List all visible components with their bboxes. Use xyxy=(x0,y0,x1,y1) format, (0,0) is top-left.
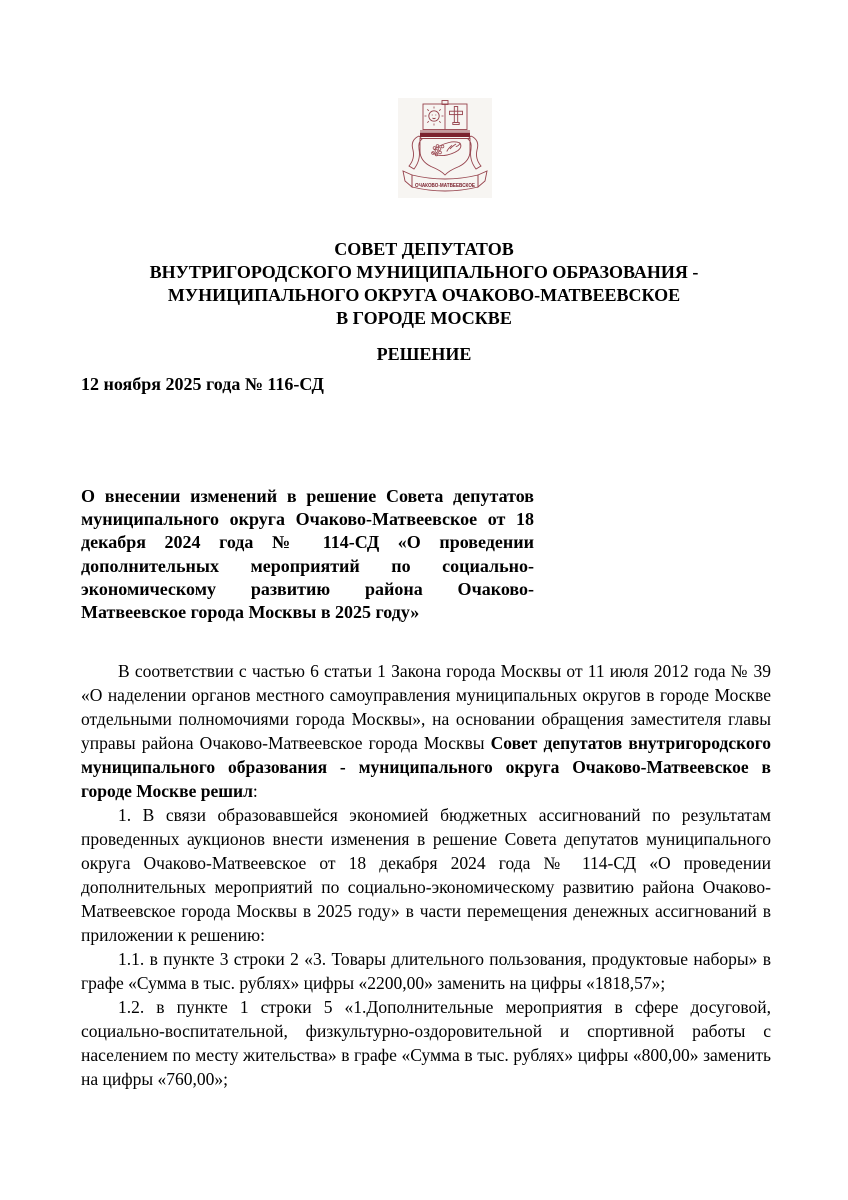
org-name-line-3: МУНИЦИПАЛЬНОГО ОКРУГА ОЧАКОВО-МАТВЕЕВСКОЕ xyxy=(167,285,681,305)
preamble-resolution-clause: Совет депутатов внутригородского муниципального образования - муниципального округа Очаково-Матвеевское в городе Москве решил xyxy=(81,733,771,801)
preamble-colon: : xyxy=(252,781,258,801)
decision-item-1-2: 1.2. в пункте 1 строки 5 «1.Дополнительные мероприятия в сфере досуговой, социально-воспитательной, физкультурно-оздоровительной и спортивной работы с населением по месту жительства» в графе «Сумма в тыс. рублях» цифры «800,00» заменить на цифры «760,00»; xyxy=(81,997,771,1089)
org-name-line-4: В ГОРОДЕ МОСКВЕ xyxy=(336,308,512,328)
decision-item-1: 1. В связи образовавшейся экономией бюджетных ассигнований по результатам проведенных аукционов внести изменения в решение Совета депутатов муниципального округа Очаково-Матвеевское от 18 декабря 2024 года № 114-СД «О проведении дополнительных мероприятий по социально-экономическому развитию района Очаково-Матвеевское города Москвы в 2025 году» в части перемещения денежных ассигнований в приложении к решению: xyxy=(81,805,771,945)
doc-title: О внесении изменений в решение Совета депутатов муниципального округа Очаково-Матвеевское от 18 декабря 2024 года № 114-СД «О проведении дополнительных мероприятий по социально-экономическому развитию района Очаково-Матвеевское города Москвы в 2025 году» xyxy=(81,486,534,623)
coat-of-arms-icon xyxy=(398,98,492,198)
preamble-paragraph xyxy=(81,659,771,803)
decision-item-1-1: 1.1. в пункте 3 строки 2 «3. Товары длительного пользования, продуктовые наборы» в графе «Сумма в тыс. рублях» цифры «2200,00» заменить на цифры «1818,57»; xyxy=(81,949,771,993)
org-name-line-2: ВНУТРИГОРОДСКОГО МУНИЦИПАЛЬНОГО ОБРАЗОВАНИЯ - xyxy=(149,262,699,282)
org-name-header xyxy=(0,238,848,330)
doc-date-number: 12 ноября 2025 года № 116-СД xyxy=(81,374,324,394)
doc-type-heading: РЕШЕНИЕ xyxy=(376,344,472,364)
emblem-ribbon-label: ОЧАКОВО-МАТВЕЕВСКОЕ xyxy=(415,182,476,189)
preamble-text: В соответствии с частью 6 статьи 1 Закона города Москвы от 11 июля 2012 года № 39 «О наделении органов местного самоуправления муниципальных округов в городе Москве отдельными полномочиями города Москвы», на основании обращения заместителя главы управы района Очаково-Матвеевское города Москвы xyxy=(81,661,771,753)
org-name-line-1: СОВЕТ ДЕПУТАТОВ xyxy=(334,239,514,259)
doc-body xyxy=(81,659,771,1091)
